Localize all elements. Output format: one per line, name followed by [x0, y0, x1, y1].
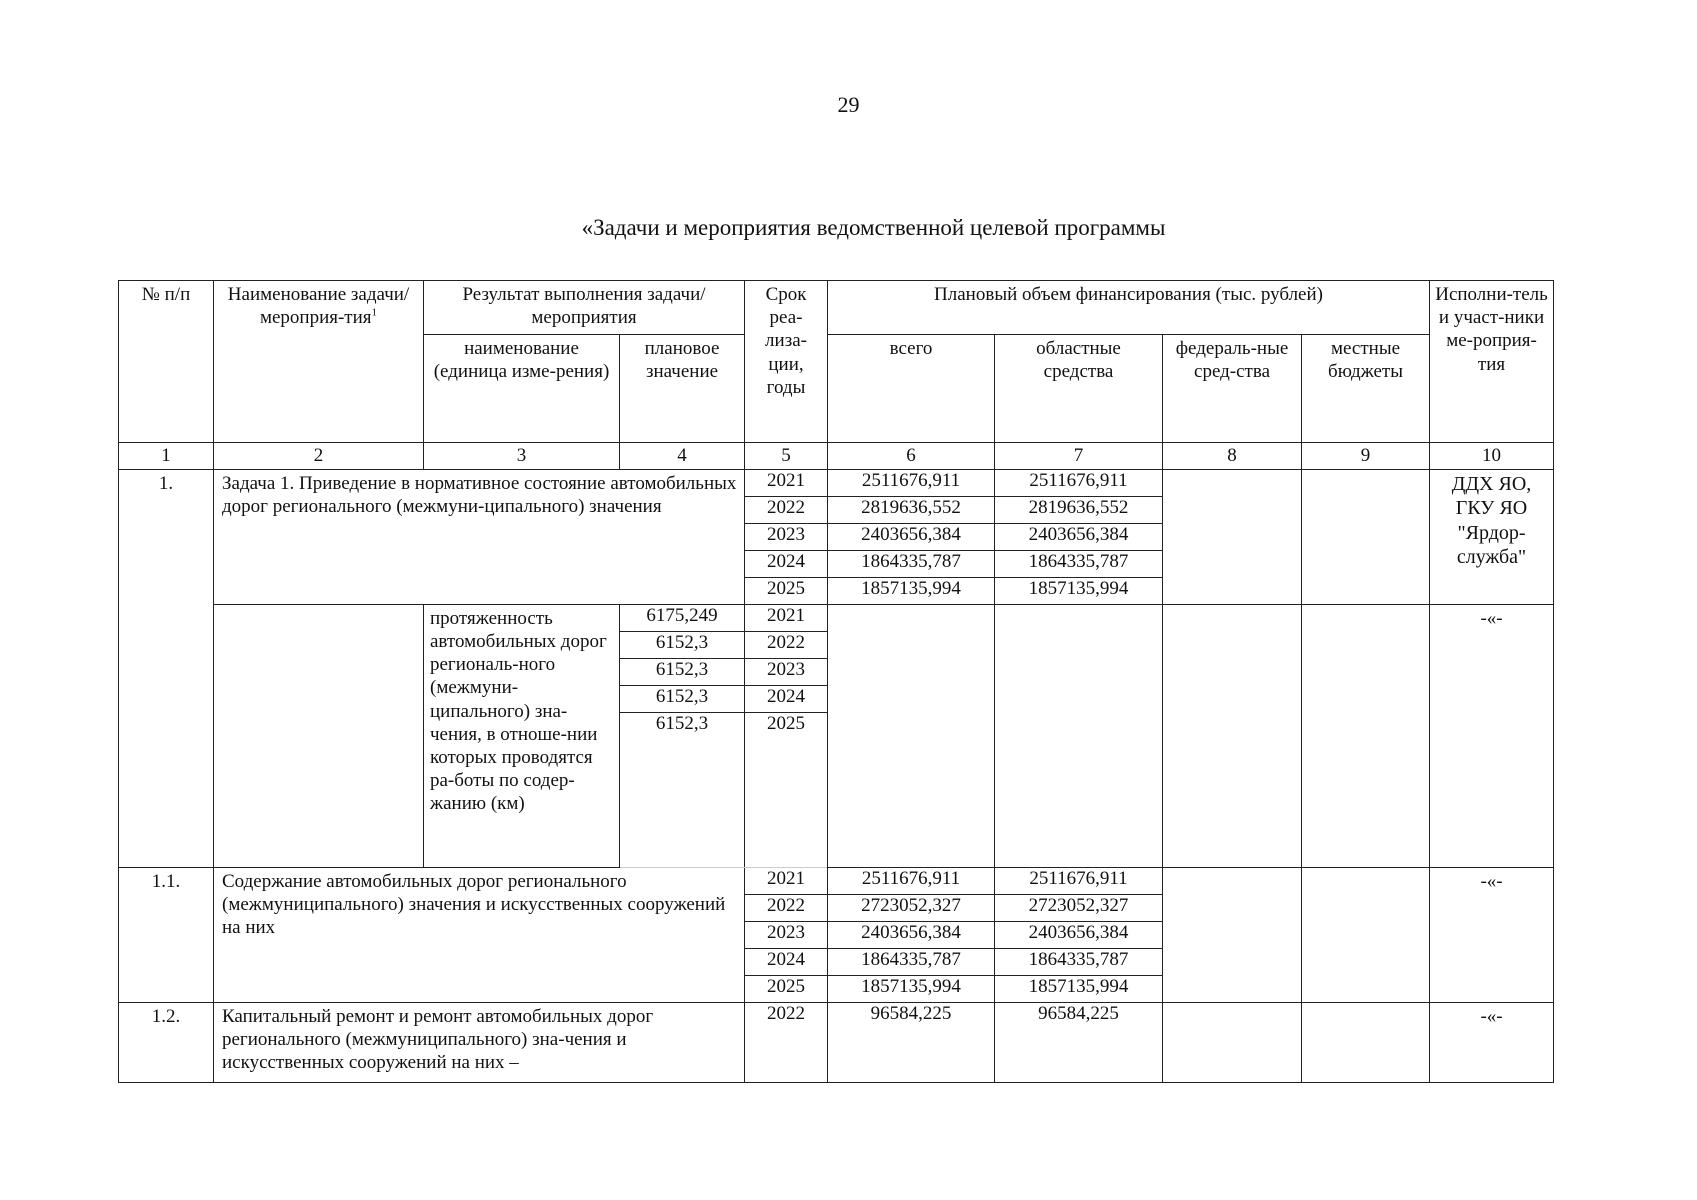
header-executor: Исполни-тель и участ-ники ме-роприя-тия: [1430, 281, 1554, 443]
column-number: 10: [1430, 443, 1554, 470]
table-row: [119, 1002, 1554, 1082]
header-result: Результат выполнения задачи/мероприятия: [424, 281, 745, 335]
task1-year: 2022: [745, 496, 828, 523]
item11-total: 2403656,384: [828, 921, 995, 948]
indicator-value: 6152,3: [620, 658, 745, 685]
task1-total: 1864335,787: [828, 550, 995, 577]
header-regional: областные средства: [995, 335, 1163, 443]
item11-name: Содержание автомобильных дорог регионального (межмуниципального) значения и искусственных сооружений на них: [214, 867, 745, 1002]
task1-regional: 1864335,787: [995, 550, 1163, 577]
indicator-total: [828, 604, 995, 867]
item11-regional: 2511676,911: [995, 867, 1163, 894]
item12-federal: [1163, 1002, 1302, 1082]
column-number: 7: [995, 443, 1163, 470]
indicator-empty-name: [214, 604, 424, 867]
column-number: 2: [214, 443, 424, 470]
task1-no: 1.: [119, 469, 214, 867]
task1-total: 2403656,384: [828, 523, 995, 550]
item11-total: 1864335,787: [828, 948, 995, 975]
indicator-name: протяженность автомобильных дорог региональ-ного (межмуни-ципального) зна-чения, в отноше-нии которых проводятся ра-боты по содер-жанию (км): [424, 604, 620, 867]
column-number: 6: [828, 443, 995, 470]
table-row: [119, 867, 1554, 894]
item12-year: 2022: [745, 1002, 828, 1082]
item12-total: 96584,225: [828, 1002, 995, 1082]
header-term: Срок реа-лиза-ции, годы: [745, 281, 828, 443]
indicator-local: [1302, 604, 1430, 867]
task1-name: Задача 1. Приведение в нормативное состояние автомобильных дорог регионального (межмуни-ципального) значения: [214, 469, 745, 604]
table-row: [119, 469, 1554, 496]
indicator-executor: -«-: [1430, 604, 1554, 867]
indicator-value: 6152,3: [620, 631, 745, 658]
header-no: № п/п: [119, 281, 214, 443]
item12-executor: -«-: [1430, 1002, 1554, 1082]
header-total: всего: [828, 335, 995, 443]
indicator-year: 2025: [745, 712, 828, 867]
task1-regional: 2511676,911: [995, 469, 1163, 496]
task1-regional: 1857135,994: [995, 577, 1163, 604]
item11-year: 2021: [745, 867, 828, 894]
table-row: [119, 604, 1554, 631]
item11-year: 2022: [745, 894, 828, 921]
task1-local: [1302, 469, 1430, 604]
column-number: 8: [1163, 443, 1302, 470]
item11-no: 1.1.: [119, 867, 214, 1002]
item11-year: 2025: [745, 975, 828, 1002]
indicator-value: 6152,3: [620, 712, 745, 867]
task1-year: 2023: [745, 523, 828, 550]
task1-total: 2511676,911: [828, 469, 995, 496]
item11-year: 2023: [745, 921, 828, 948]
indicator-value: 6175,249: [620, 604, 745, 631]
item11-regional: 1857135,994: [995, 975, 1163, 1002]
program-table: [118, 280, 1554, 1083]
indicator-regional: [995, 604, 1163, 867]
header-local: местные бюджеты: [1302, 335, 1430, 443]
item11-federal: [1163, 867, 1302, 1002]
item11-local: [1302, 867, 1430, 1002]
task1-executor: ДДХ ЯО, ГКУ ЯО "Ярдор-служба": [1430, 469, 1554, 604]
column-number: 5: [745, 443, 828, 470]
column-number: 9: [1302, 443, 1430, 470]
item11-regional: 1864335,787: [995, 948, 1163, 975]
item11-regional: 2403656,384: [995, 921, 1163, 948]
header-name: Наименование задачи/мероприя-тия$^1$: [214, 281, 424, 443]
item12-name: Капитальный ремонт и ремонт автомобильных дорог регионального (межмуниципального) зна-чения и искусственных сооружений на них –: [214, 1002, 745, 1082]
item11-regional: 2723052,327: [995, 894, 1163, 921]
task1-regional: 2819636,552: [995, 496, 1163, 523]
task1-total: 1857135,994: [828, 577, 995, 604]
page-number: 29: [837, 92, 860, 117]
task1-federal: [1163, 469, 1302, 604]
indicator-year: 2024: [745, 685, 828, 712]
header-result-value: плановое значение: [620, 335, 745, 443]
task1-year: 2025: [745, 577, 828, 604]
item11-year: 2024: [745, 948, 828, 975]
indicator-year: 2022: [745, 631, 828, 658]
item11-total: 2723052,327: [828, 894, 995, 921]
task1-year: 2021: [745, 469, 828, 496]
document-title: «Задачи и мероприятия ведомственной целевой программы: [581, 215, 1166, 240]
indicator-value: 6152,3: [620, 685, 745, 712]
item11-total: 2511676,911: [828, 867, 995, 894]
column-number: 1: [119, 443, 214, 470]
column-number: 4: [620, 443, 745, 470]
item11-total: 1857135,994: [828, 975, 995, 1002]
header-federal: федераль-ные сред-ства: [1163, 335, 1302, 443]
item12-local: [1302, 1002, 1430, 1082]
item11-executor: -«-: [1430, 867, 1554, 1002]
task1-total: 2819636,552: [828, 496, 995, 523]
indicator-federal: [1163, 604, 1302, 867]
indicator-year: 2021: [745, 604, 828, 631]
header-result-name: наименование (единица изме-рения): [424, 335, 620, 443]
item12-regional: 96584,225: [995, 1002, 1163, 1082]
header-finance: Плановый объем финансирования (тыс. рублей): [828, 281, 1430, 335]
indicator-year: 2023: [745, 658, 828, 685]
item12-no: 1.2.: [119, 1002, 214, 1082]
task1-year: 2024: [745, 550, 828, 577]
task1-regional: 2403656,384: [995, 523, 1163, 550]
column-number: 3: [424, 443, 620, 470]
